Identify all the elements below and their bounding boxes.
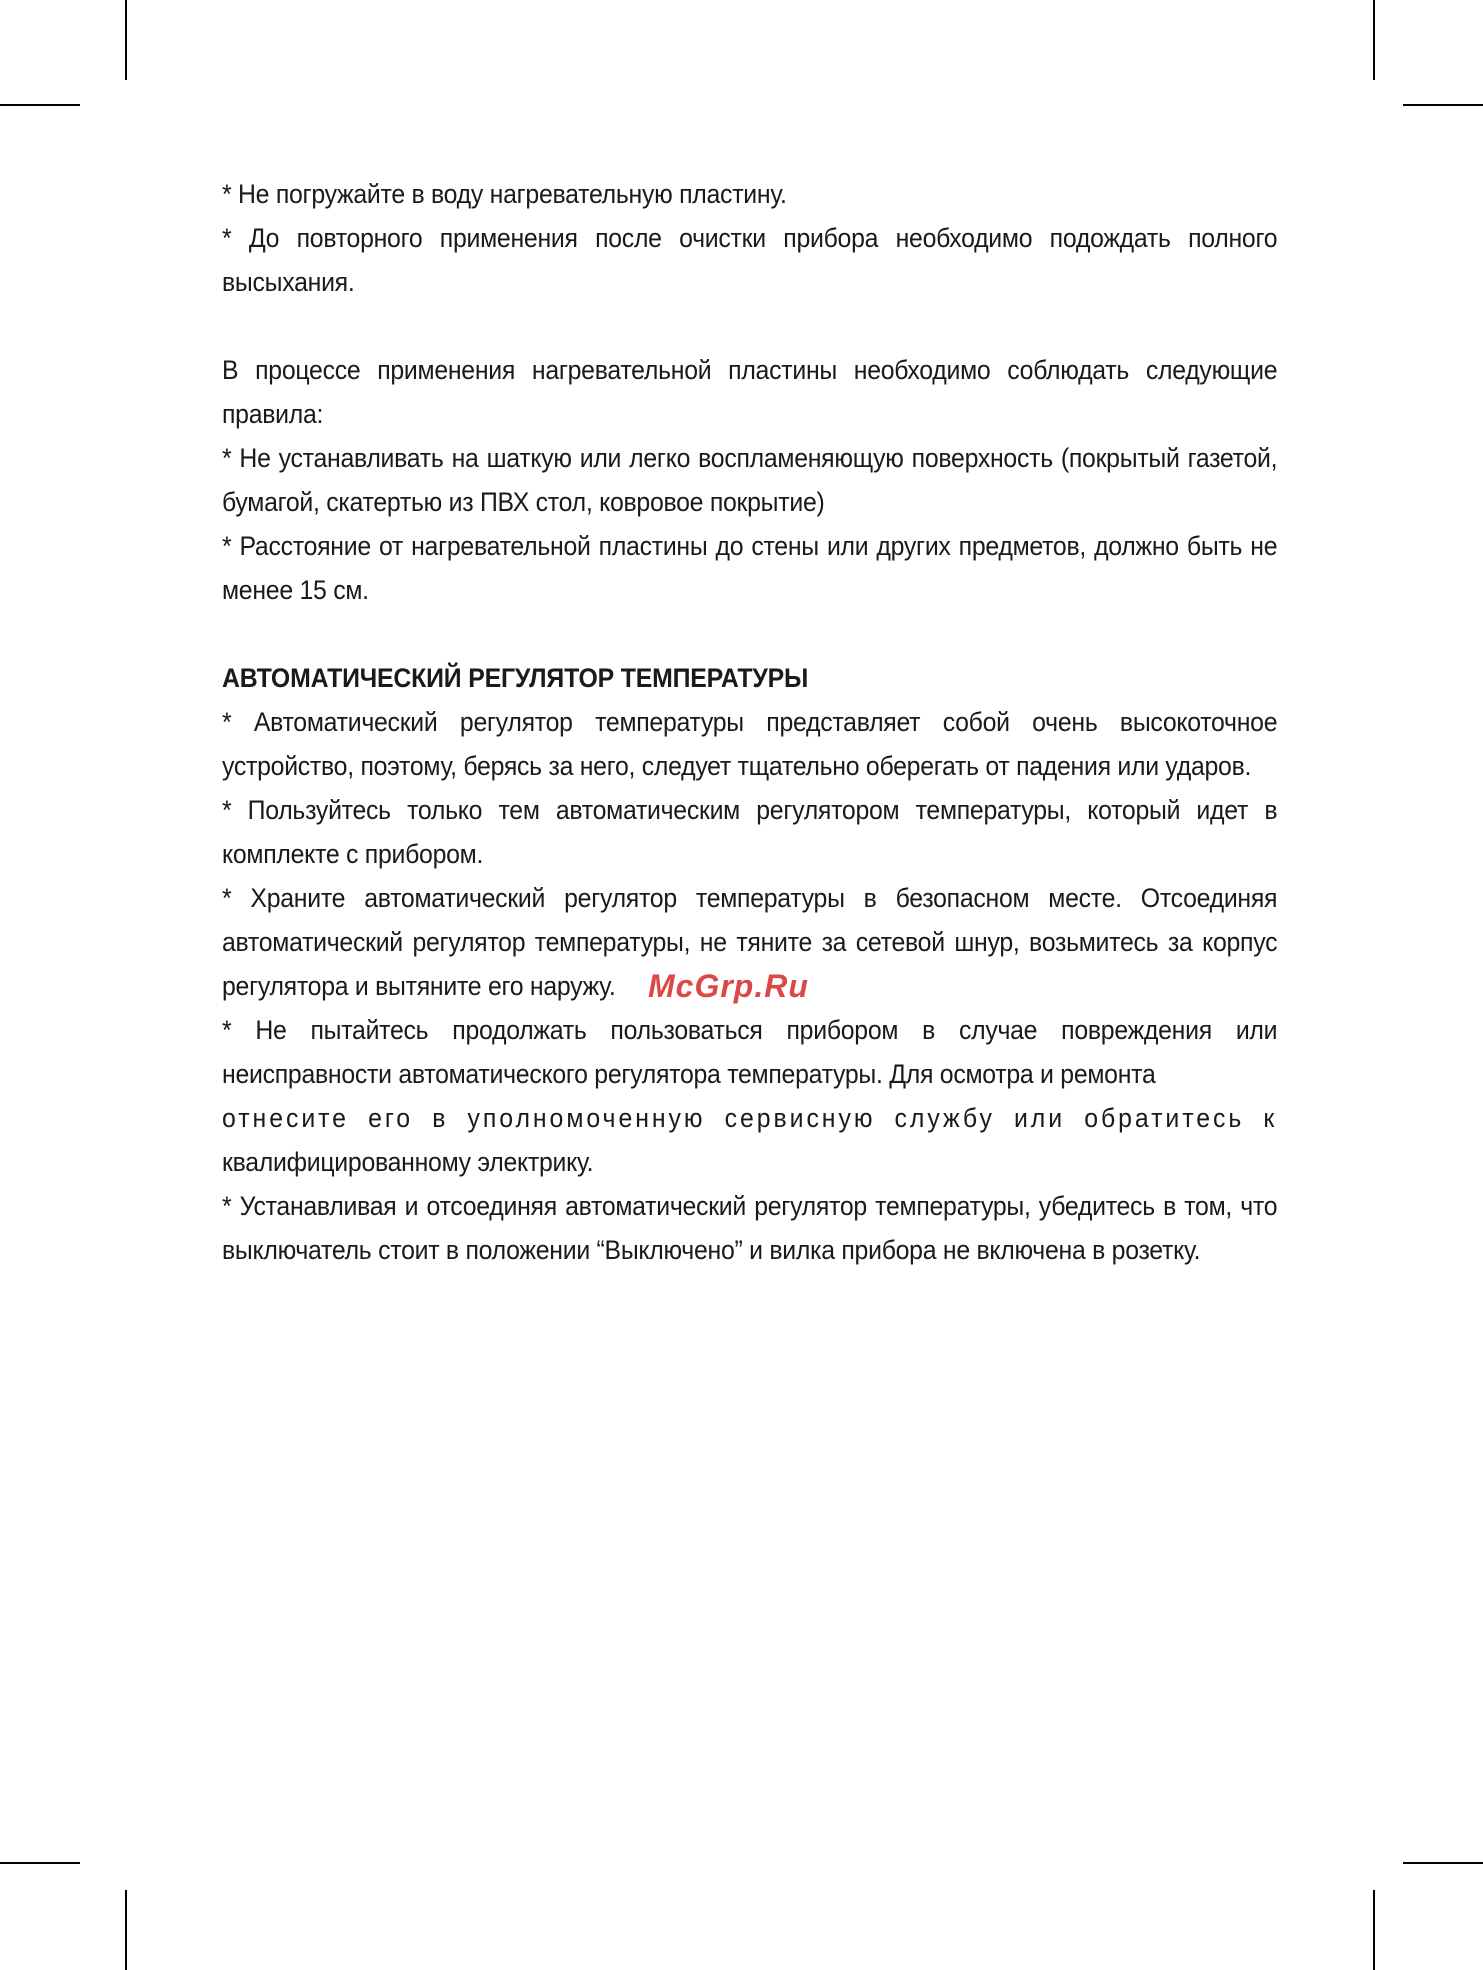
instruction-paragraph: * Автоматический регулятор температуры представляет собой очень высокоточное устройство, поэтому, берясь за него, следует тщательно оберегать от падения или ударов. [222, 707, 1278, 781]
paragraph-spacer [222, 304, 1277, 348]
paragraph-spacer [222, 612, 1277, 656]
section-heading: АВТОМАТИЧЕСКИЙ РЕГУЛЯТОР ТЕМПЕРАТУРЫ [222, 663, 809, 693]
document-body [222, 172, 1277, 1272]
instruction-paragraph: * Пользуйтесь только тем автоматическим регулятором температуры, который идет в комплекте с прибором. [222, 795, 1278, 869]
instruction-paragraph: * Не устанавливать на шаткую или легко воспламеняющую поверхность (покрытый газетой, бумагой, скатертью из ПВХ стол, ковровое покрытие) [222, 443, 1278, 517]
crop-mark-bottom-left-vertical [125, 1890, 127, 1970]
instruction-paragraph: * До повторного применения после очистки прибора необходимо подождать полного высыхания. [222, 223, 1278, 297]
instruction-paragraph: * Не пытайтесь продолжать пользоваться прибором в случае повреждения или неисправности автоматического регулятора температуры. Для осмотра и ремонта [222, 1015, 1278, 1089]
instruction-paragraph: * Устанавливая и отсоединяя автоматический регулятор температуры, убедитесь в том, что выключатель стоит в положении “Выключено” и вилка прибора не включена в розетку. [222, 1191, 1278, 1265]
crop-mark-top-right-horizontal [1403, 104, 1483, 106]
crop-mark-top-left-horizontal [0, 104, 80, 106]
instruction-paragraph: * Не погружайте в воду нагревательную пластину. [222, 179, 787, 209]
watermark-logo: McGrp.Ru [648, 968, 809, 1004]
crop-mark-bottom-right-horizontal [1403, 1862, 1483, 1864]
crop-mark-top-left-vertical [125, 0, 127, 80]
crop-mark-top-right-vertical [1373, 0, 1375, 80]
instruction-paragraph: * Расстояние от нагревательной пластины до стены или других предметов, должно быть не менее 15 см. [222, 531, 1278, 605]
intro-paragraph: В процессе применения нагревательной пластины необходимо соблюдать следующие правила: [222, 355, 1278, 429]
instruction-paragraph-tail: квалифицированному электрику. [222, 1147, 594, 1177]
instruction-paragraph-spaced-line: отнесите его в уполномоченную сервисную службу или обратитесь к [222, 1103, 1278, 1133]
crop-mark-bottom-left-horizontal [0, 1862, 80, 1864]
instruction-paragraph: * Храните автоматический регулятор температуры в безопасном месте. Отсоединяя автоматический регулятор температуры, не тяните за сетевой шнур, возьмитесь за корпус регулятора и вытяните его наружу. [222, 883, 1278, 1001]
crop-mark-bottom-right-vertical [1373, 1890, 1375, 1970]
